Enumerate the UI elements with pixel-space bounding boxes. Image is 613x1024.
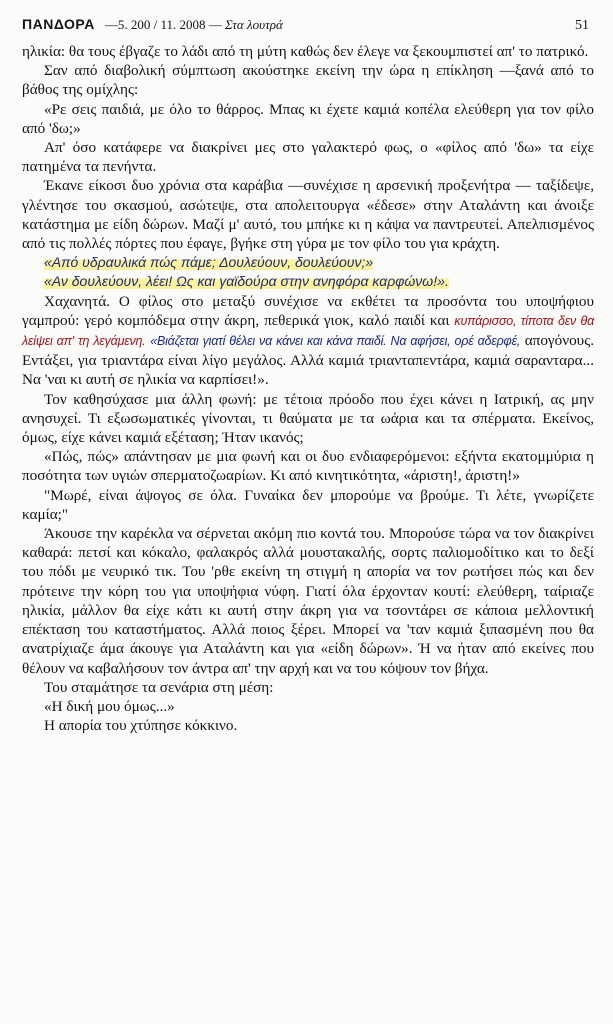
paragraph: Σαν από διαβολική σύμπτωση ακούστηκε εκείνη την ώρα η επίκληση —ξανά από το βάθος της ομίχλης: <box>22 62 594 99</box>
paragraph: Του σταμάτησε τα σενάρια στη μέση: <box>44 678 274 696</box>
paragraph: Έκανε είκοσι δυο χρόνια στα καράβια —συνέχισε η αρσενική προξενήτρα — ταξίδεψε, γλέντησε του σκασμού, ασώτεψε, στα απολειτουργα «έδεσε» στην Αταλάντη και άνοιξε κατάστημα με είδη δώρων. Μαζί μ' αυτό, του μπήκε κι η κάψα να παντρευτεί. Απελπισμένος από τις πολλές πόρτες που έφαγε, βγήκε στη γύρα με τον φίλο του για κράχτη. <box>22 177 594 253</box>
page-number: 51 <box>575 18 589 33</box>
paragraph: Η απορία του χτύπησε κόκκινο. <box>44 717 238 735</box>
issue-info: —5. 200 / 11. 2008 — <box>104 17 222 32</box>
highlighted-dialogue <box>22 253 594 272</box>
article-body <box>22 42 594 735</box>
running-head <box>105 17 283 33</box>
paragraph: Άκουσε την καρέκλα να σέρνεται ακόμη πιο κοντά του. Μπορούσε τώρα να τον διακρίνει καθαρά: πετσί και κόκαλο, φαλακρός αλλά μουστακαλής, σορτς παλιομοδίτικο και το δεξί του πόδι με νευρικό τικ. Του 'ρθε εκείνη τη στιγμή η απορία να τον ρωτήσει πώς και δεν πρότεινε την κόρη του για υποψήφια νύφη. Γιατί όλα έρχονταν κουτί: ελεύθερη, ταίριαζε ηλικία, μάλλον θα είχε κάτι κι αυτή στην άκρη για να τσοντάρει σε κάποια μελλοντική επέκταση του καταστήματος. Αλλά ποιος ξέρει. Μπορεί να 'ταν καμιά ξιπασμένη που θα ανατρίχιαζε άμα άκουγε για Αταλάντη και για «είδη δώρων». Ή να ήταν από εκείνες που θέλουν να καβαλήσουν τον άντρα απ' την αρχή και να του κόψουν τον βήχα. <box>22 525 594 677</box>
paragraph-text: απογόνους. Εντάξει, για τριαντάρα είναι λίγο μεγάλος. Αλλά καμιά τριανταπεντάρα, καμιά σαρανταρα... Να 'ναι κι αυτή σε ηλικία να καρπίσει!». <box>22 332 595 389</box>
paragraph-text: Χαχανητά. Ο φίλος στο μεταξύ συνέχισε να εκθέτει τα προσόντα του υποψήφιου γαμπρού: γερό κομπόδεμα στην άκρη, πεθερικά γιοκ, καλό παιδί και <box>22 292 594 329</box>
paragraph: ηλικία: θα τους έβγαζε το λάδι από τη μύτη καθώς δεν έλεγε να ξεκουμπιστεί απ' το πατρικό. <box>22 43 589 60</box>
paragraph: "Μωρέ, είναι άψογος σε όλα. Γυναίκα δεν μπορούμε να βρούμε. Τι λέτε, γνωρίζετε καμία;" <box>22 486 594 523</box>
paragraph: Απ' όσο κατάφερε να διακρίνει μες στο γαλακτερό φως, ο «φίλος από 'δω» τα είχε πατημένα τα πενήντα. <box>22 139 594 176</box>
highlight-line: κυπάρισσο, τίποτα δεν θα λείψει απ' τη λεγάμενη. <box>22 313 595 349</box>
highlighted-dialogue <box>22 272 594 291</box>
paragraph: «Η δική μου όμως...» <box>44 697 175 715</box>
paragraph <box>22 292 594 390</box>
highlight-line: «Βιάζεται γιατί θέλει να κάνει και κάνα παιδί. Να αφήσει, ορέ αδερφέ, <box>150 334 521 349</box>
magazine-logo: ΠΑΝΔΟΡΑ <box>22 16 95 32</box>
paragraph: «Πώς, πώς» απάντησαν με μια φωνή και οι δυο ενδιαφερόμενοι: εξήντα εκατομμύρια η ποσότητα των υγιών σπερματοζωαρίων. Κι από κινητικότητα, «άριστη!, άριστη!» <box>22 448 594 485</box>
highlight-line: «Από υδραυλικά πώς πάμε; Δουλεύουν, δουλεύουν;» <box>44 254 374 271</box>
paragraph: Τον καθησύχασε μια άλλη φωνή: με τέτοια πρόοδο που έχει κάνει η Ιατρική, ας μην ανησυχεί. Τι εξωσωματικές γίνονται, τι θαύματα με τα ωάρια και τα σπέρματα. Εκείνος, όμως, είχε κάνει καμιά εξέταση; Ήταν ικανός; <box>22 390 594 447</box>
page-header <box>22 16 589 38</box>
paragraph: «Ρε σεις παιδιά, με όλο το θάρρος. Μπας κι έχετε καμιά κοπέλα ελεύθερη για τον φίλο από 'δω;» <box>22 100 594 137</box>
highlight-line: «Αν δουλεύουν, λέει! Ως και γαϊδούρα στην ανηφόρα καρφώνω!». <box>44 273 449 290</box>
section-title: Στα λουτρά <box>224 17 283 32</box>
